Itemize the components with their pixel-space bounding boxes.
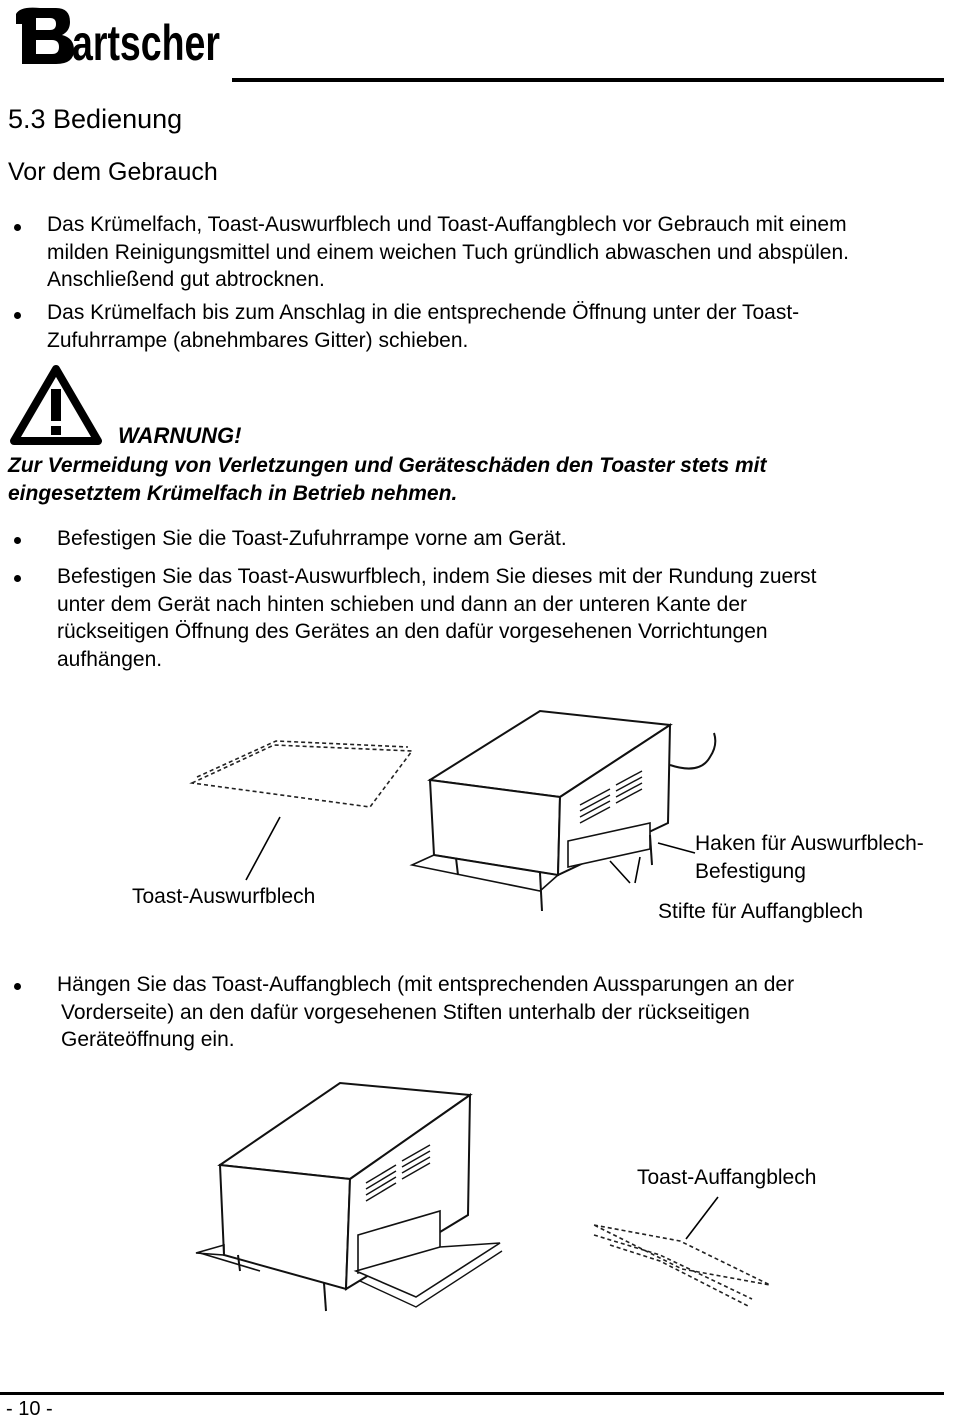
bartscher-logo (12, 4, 222, 71)
header-rule (232, 78, 944, 82)
logo-text: artscher (72, 15, 220, 71)
warning-line: Zur Vermeidung von Verletzungen und Geräteschäden den Toaster stets mit (8, 454, 767, 477)
figure-toaster-catch-tray (190, 1075, 790, 1325)
list-item-line: Geräteöffnung ein. (61, 1028, 235, 1051)
list-item-line: aufhängen. (57, 647, 163, 671)
label-haken-line: Haken für Auswurfblech- (695, 832, 924, 855)
warning-title: WARNUNG! (118, 423, 242, 448)
warning-triangle-icon (10, 365, 102, 447)
toaster-drawing (412, 711, 715, 911)
list-item-line: milden Reinigungsmittel und einem weichen Tuch gründlich abwaschen und abspülen. (47, 240, 849, 264)
list-item-line: rückseitigen Öffnung des Gerätes an den dafür vorgesehenen Vorrichtungen (57, 620, 768, 643)
list-item-line: Zufuhrrampe (abnehmbares Gitter) schieben. (47, 328, 469, 352)
list-item-line: unter dem Gerät nach hinten schieben und dann an der unteren Kante der (57, 592, 747, 616)
bullet-dot (14, 312, 21, 319)
bullet-dot (14, 224, 21, 231)
list-item-line: Das Krümelfach, Toast-Auswurfblech und Toast-Auffangblech vor Gebrauch mit einem (47, 213, 847, 236)
catch-tray-drawing (594, 1225, 770, 1307)
list-item (57, 971, 794, 1054)
ejection-tray-drawing (192, 741, 412, 807)
page-number: - 10 - (6, 1398, 53, 1420)
list-item-line: Befestigen Sie die Toast-Zufuhrrampe vorne am Gerät. (57, 527, 567, 550)
warning-line: eingesetztem Krümelfach in Betrieb nehmen. (8, 481, 458, 505)
bullet-dot (14, 537, 21, 544)
label-haken (695, 830, 924, 886)
label-stifte: Stifte für Auffangblech (658, 900, 864, 923)
label-toast-auffangblech: Toast-Auffangblech (637, 1166, 817, 1189)
section-subtitle: Vor dem Gebrauch (8, 158, 218, 186)
section-title: 5.3 Bedienung (8, 104, 183, 134)
list-item-line: Vorderseite) an den dafür vorgesehenen Stiften unterhalb der rückseitigen (61, 1000, 750, 1024)
list-item-line: Befestigen Sie das Toast-Auswurfblech, indem Sie dieses mit der Rundung zuerst (57, 565, 817, 588)
list-item (47, 211, 849, 294)
toaster-drawing (196, 1083, 502, 1311)
list-item (57, 563, 817, 673)
bullet-dot (14, 983, 21, 990)
bullet-dot (14, 575, 21, 582)
list-item-line: Anschließend gut abtrocknen. (47, 268, 325, 291)
list-item (47, 299, 799, 354)
label-haken-line: Befestigung (695, 860, 806, 883)
label-toast-auswurfblech: Toast-Auswurfblech (132, 885, 316, 908)
list-item-line: Das Krümelfach bis zum Anschlag in die entsprechende Öffnung unter der Toast- (47, 301, 800, 324)
list-item-line: Hängen Sie das Toast-Auffangblech (mit entsprechenden Aussparungen an der (57, 973, 795, 996)
list-item (57, 525, 567, 553)
warning-text (8, 452, 766, 507)
footer-rule (0, 1392, 944, 1395)
